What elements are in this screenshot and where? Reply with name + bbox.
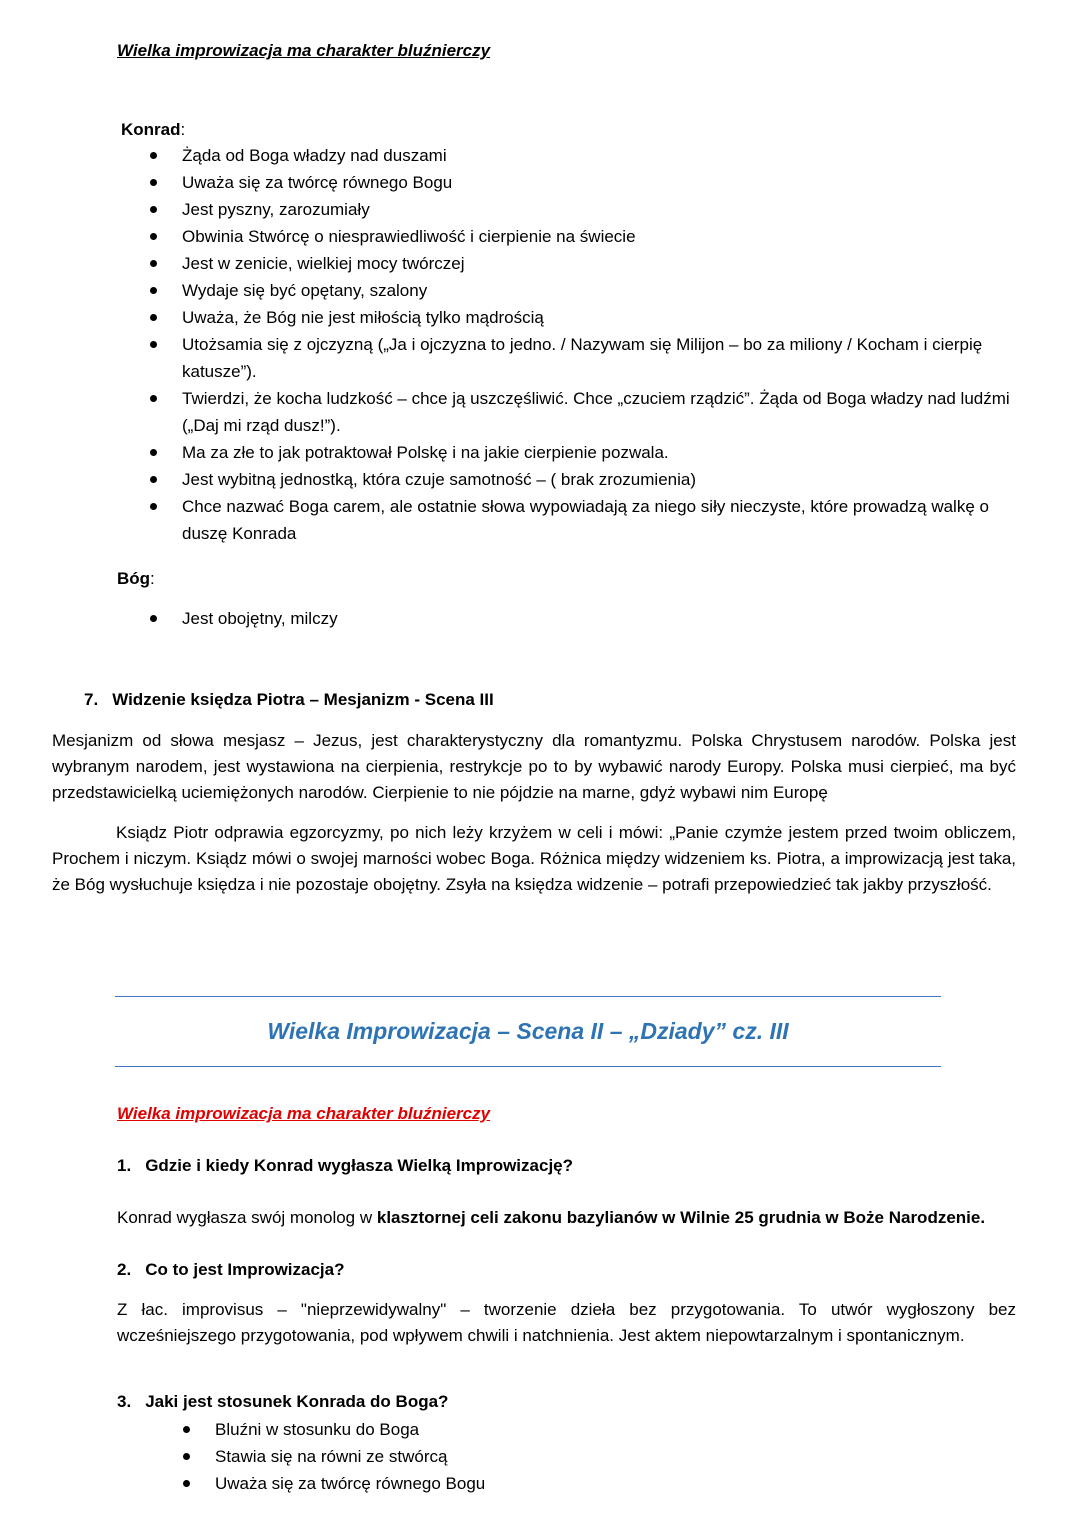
answer-2: Z łac. improvisus – "nieprzewidywalny" – tworzenie dzieła bez przygotowania. To utwór wygłoszony bez wcześniejszego przygotowania, pod wpływem chwili i natchnienia. Jest aktem niepowtarzalnym i spontanicznym.	[117, 1300, 1016, 1345]
list-item: Jest pyszny, zarozumiały	[150, 196, 1016, 223]
question-1-number: 1.	[117, 1156, 132, 1175]
konrad-colon: :	[180, 120, 186, 139]
question-1	[117, 1153, 573, 1179]
list-item: Uważa, że Bóg nie jest miłością tylko mądrością	[150, 304, 1016, 331]
q3-list	[183, 1416, 983, 1497]
question-2-number: 2.	[117, 1260, 132, 1279]
page-title: Wielka Improwizacja – Scena II – „Dziady” cz. III	[267, 1018, 789, 1044]
konrad-label: Konrad	[121, 120, 181, 139]
list-item: Jest wybitną jednostką, która czuje samotność – ( brak zrozumienia)	[150, 466, 1016, 493]
list-item: Obwinia Stwórcę o niesprawiedliwość i cierpienie na świecie	[150, 223, 1016, 250]
list-item: Uważa się za twórcę równego Bogu	[150, 169, 1016, 196]
bog-colon: :	[150, 569, 155, 588]
section-heading-blasphemous: Wielka improwizacja ma charakter bluźnierczy	[117, 41, 491, 60]
list-item: Jest w zenicie, wielkiej mocy twórczej	[150, 250, 1016, 277]
section7-title: Widzenie księdza Piotra – Mesjanizm - Scena III	[112, 690, 494, 709]
list-item: Ma za złe to jak potraktował Polskę i na jakie cierpienie pozwala.	[150, 439, 1016, 466]
section7-number: 7.	[84, 690, 99, 709]
section7-heading	[84, 687, 494, 713]
konrad-list	[150, 142, 1016, 547]
list-item: Stawia się na równi ze stwórcą	[183, 1443, 983, 1470]
konrad-label-row	[121, 117, 185, 143]
bog-label: Bóg	[117, 569, 151, 588]
section7-paragraph-1: Mesjanizm od słowa mesjasz – Jezus, jest charakterystyczny dla romantyzmu. Polska Chrystusem narodów. Polska jest wybranym narodem, jest wystawiona na cierpienia, restrykcje po to by wybawić narody Europy. Polska musi cierpieć, ma być przedstawicielką uciemiężonych narodów. Cierpienie to nie pójdzie na marne, gdyż wybawi nim Europę	[52, 731, 1016, 802]
list-item: Wydaje się być opętany, szalony	[150, 277, 1016, 304]
question-3-text: Jaki jest stosunek Konrada do Boga?	[145, 1392, 449, 1411]
list-item: Bluźni w stosunku do Boga	[183, 1416, 983, 1443]
section7-paragraph-2: Ksiądz Piotr odprawia egzorcyzmy, po nich leży krzyżem w celi i mówi: „Panie czymże jestem przed twoim obliczem, Prochem i niczym. Ksiądz mówi o swojej marności wobec Boga. Różnica między widzeniem ks. Piotra, a improwizacją jest taka, że Bóg wysłuchuje księdza i nie pozostaje obojętny. Zsyła na księdza widzenie – potrafi przepowiedzieć tak jakby przyszłość.	[52, 823, 1016, 894]
answer-1-plain: Konrad wygłasza swój monolog w	[117, 1208, 377, 1227]
list-item: Żąda od Boga władzy nad duszami	[150, 142, 1016, 169]
answer-1	[117, 1205, 1037, 1231]
question-2-text: Co to jest Improwizacja?	[145, 1260, 345, 1279]
list-item: Utożsamia się z ojczyzną („Ja i ojczyzna to jedno. / Nazywam się Milijon – bo za miliony / Kocham i cierpię katusze”).	[150, 331, 1016, 385]
bog-list	[150, 605, 1016, 632]
list-item: Chce nazwać Boga carem, ale ostatnie słowa wypowiadają za niego siły nieczyste, które prowadzą walkę o duszę Konrada	[150, 493, 1016, 547]
question-1-text: Gdzie i kiedy Konrad wygłasza Wielką Improwizację?	[145, 1156, 574, 1175]
question-2	[117, 1257, 345, 1283]
question-3-number: 3.	[117, 1392, 132, 1411]
list-item: Uważa się za twórcę równego Bogu	[183, 1470, 983, 1497]
title-rule-bottom	[115, 1066, 941, 1067]
list-item: Twierdzi, że kocha ludzkość – chce ją uszczęśliwić. Chce „czuciem rządzić”. Żąda od Boga władzy nad ludźmi („Daj mi rząd dusz!”).	[150, 385, 1016, 439]
answer-1-bold: klasztornej celi zakonu bazylianów w Wilnie 25 grudnia w Boże Narodzenie.	[376, 1208, 986, 1227]
list-item: Jest obojętny, milczy	[150, 605, 1016, 632]
bog-label-row	[117, 566, 155, 592]
question-3	[117, 1389, 448, 1415]
red-heading-blasphemous: Wielka improwizacja ma charakter bluźnierczy	[117, 1104, 491, 1123]
title-rule-top	[115, 996, 941, 997]
